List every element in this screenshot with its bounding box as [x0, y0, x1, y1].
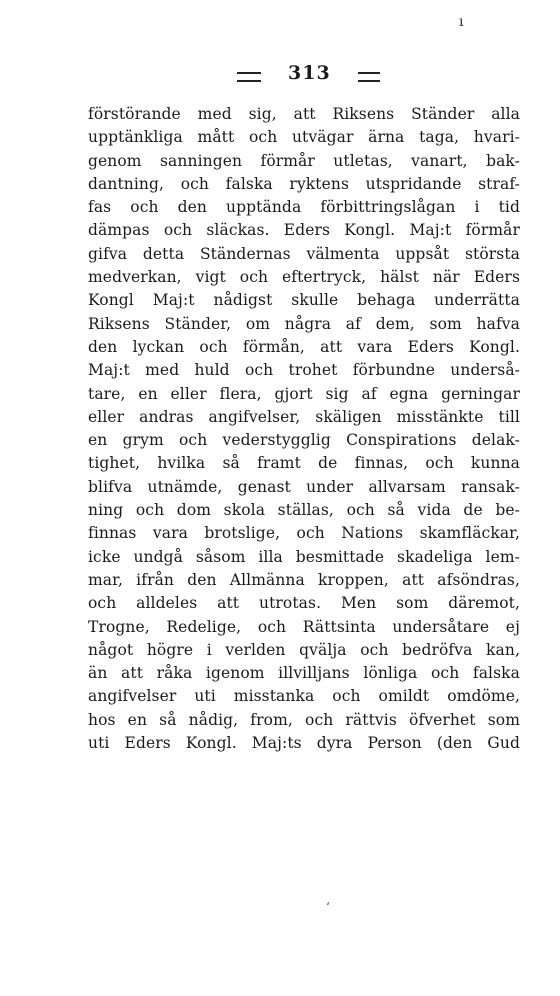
ink-speck: ‘ — [326, 900, 330, 914]
text-line: en grym och vederstygglig Conspirations delak- — [88, 431, 520, 450]
text-line: icke undgå såsom illa besmittade skadeliga lem- — [88, 547, 520, 566]
text-line: hos en så nådig, from, och rättvis öfverhet som — [88, 710, 520, 729]
text-line: än att råka igenom illvilljans lönliga och falska — [88, 664, 520, 683]
text-line: Trogne, Redelige, och Rättsinta undersåtare ej — [88, 617, 520, 636]
text-line: dämpas och släckas. Eders Kongl. Maj:t förmår — [88, 221, 520, 240]
text-line: tighet, hvilka så framt de finnas, och kunna — [88, 454, 520, 473]
text-line: upptänkliga mått och utvägar ärna taga, hvari- — [88, 128, 520, 147]
text-line: något högre i verlden qvälja och bedröfva kan, — [88, 640, 520, 659]
body-text — [88, 103, 520, 755]
text-line: ning och dom skola ställas, och så vida de be- — [88, 501, 520, 520]
text-line: Riksens Ständer, om några af dem, som hafva — [88, 314, 520, 333]
text-line: Maj:t med huld och trohet förbundne underså- — [88, 361, 520, 380]
text-line: dantning, och falska ryktens utspridande straf- — [88, 174, 520, 193]
text-line: tare, en eller flera, gjort sig af egna gerningar — [88, 384, 520, 403]
text-line: förstörande med sig, att Riksens Ständer alla — [88, 105, 520, 123]
text-line: Kongl Maj:t nådigst skulle behaga underrätta — [88, 291, 520, 310]
text-line: fas och den upptända förbittringslågan i tid — [88, 198, 520, 217]
text-line: gifva detta Ständernas välmenta uppsåt största — [88, 244, 520, 263]
text-line: genom sanningen förmår utletas, vanart, bak- — [88, 151, 520, 170]
page-header — [0, 62, 560, 92]
text-line: blifva utnämde, genast under allvarsam ransak- — [88, 477, 520, 496]
ornament-dash-left — [237, 72, 261, 82]
text-line: finnas vara brotslige, och Nations skamfläckar, — [88, 524, 520, 543]
ornament-dash-right — [358, 72, 380, 82]
text-line: angifvelser uti misstanka och omildt omdöme, — [88, 687, 520, 706]
page-number: 313 — [288, 62, 331, 84]
text-line: uti Eders Kongl. Maj:ts dyra Person (den Gud — [88, 734, 520, 753]
text-line: eller andras angifvelser, skäligen misstänkte till — [88, 407, 520, 426]
text-line: den lyckan och förmån, att vara Eders Kongl. — [88, 337, 520, 356]
text-line: och alldeles att utrotas. Men som däremot, — [88, 594, 520, 613]
text-line: medverkan, vigt och eftertryck, hälst när Eders — [88, 268, 520, 287]
margin-mark: ı — [459, 14, 464, 30]
text-line: mar, ifrån den Allmänna kroppen, att afsöndras, — [88, 570, 520, 589]
